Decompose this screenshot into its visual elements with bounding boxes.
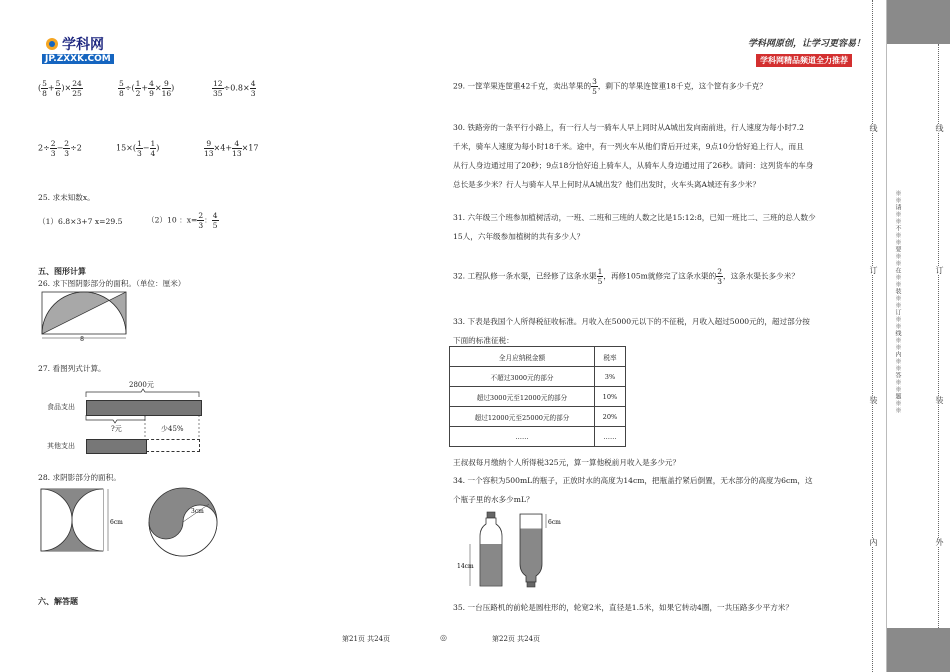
table-cell: …… [450,427,595,447]
q27-total-label: 2800元 [129,381,154,389]
calc-2: $\frac{5}{8}$ ÷( $\frac{1}{2}$ + $\frac{4}{9}$ × $\frac{9}{16}$ ) [119,79,175,98]
svg-text:6cm: 6cm [548,519,561,526]
svg-text:3cm: 3cm [191,508,204,515]
binding-label-outer-1: 线 [935,124,944,133]
section-5-title: 五、图形计算 [38,267,86,276]
logo-url: JP.ZXXK.COM [42,54,114,64]
q30-line-2: 千米，骑车人速度为每小时18千米。途中，有一列火车从他们背后开过来，9点10分恰好追上行人，而且 [453,142,804,151]
q26-title: 26. 求下图阴影部分的面积。（单位：厘米） [38,279,186,288]
table-cell: 3% [595,367,626,387]
q31-line-1: 31. 六年级三个班参加植树活动，一班、二班和三班的人数之比是15:12:8，已知一班比二、三班的总人数少 [453,213,816,222]
table-row [450,427,626,447]
logo-name: 学科网 [62,37,104,53]
logo [40,34,120,68]
q27-less-label: 少45% [161,425,184,433]
q31 [453,208,853,246]
binding-label-inner-4: 内 [869,538,878,547]
q29: 29. 一筐苹果连筐重42千克，卖出苹果的 $\frac{3}{5}$ ，剩下的苹果连筐重18千克，这个筐有多少千克？ [453,77,767,96]
calc-3: $\frac{12}{35}$ ÷0.8× $\frac{4}{3}$ [213,79,256,98]
table-cell: 超过12000元至25000元的部分 [450,407,595,427]
tax-table [449,346,626,447]
table-row [450,387,626,407]
logo-icon [44,36,60,52]
binding-label-outer-2: 订 [935,266,944,275]
table-cell: 20% [595,407,626,427]
binding-notice: ※※请※※不※※要※※在※※装※※订※※线※※内※※答※※题※※ [894,190,901,414]
q30 [453,118,853,194]
footer-right-page: 第22页 共24页 [492,635,541,643]
footer-left-page: 第21页 共24页 [342,635,391,643]
q27-unknown-label: ?元 [111,425,122,433]
svg-text:14cm: 14cm [457,563,474,570]
table-cell: 不超过3000元的部分 [450,367,595,387]
sidebar-top-gray [886,0,950,44]
sidebar-bottom-gray [886,628,950,672]
binding-label-inner-2: 订 [869,266,878,275]
table-row [450,367,626,387]
sidebar-divider [886,0,887,672]
table-header: 全月应纳税金额 [450,347,595,367]
slogan: 学科网原创，让学习更容易！ [748,39,866,49]
table-cell: 10% [595,387,626,407]
binding-line-inner [872,0,874,672]
q27-other-bar [86,439,147,454]
calc-4: 2÷ $\frac{2}{3}$ − $\frac{2}{3}$ ÷2 [38,139,82,158]
q34-bottles [456,510,576,588]
q33-tail: 王叔叔每月缴纳个人所得税325元，算一算他税前月收入是多少元？ [453,458,681,467]
table-header: 税率 [595,347,626,367]
q33 [453,312,853,350]
q28-figure-circle [147,486,219,558]
section-6-title: 六、解答题 [38,597,78,606]
q27-other-label: 其他支出 [47,442,75,450]
svg-text:8: 8 [80,336,84,342]
calc-5: 15×( $\frac{1}{3}$ − $\frac{1}{4}$ ) [116,139,160,158]
q35: 35. 一台压路机的前轮是圆柱形的，轮宽2米，直径是1.5米，如果它转动4圈，一共压路多少平方米？ [453,603,793,612]
table-row [450,347,626,367]
calc-1: ( $\frac{5}{8}$ + $\frac{5}{6}$ )× $\frac{24}{25}$ [38,79,82,98]
binding-label-outer-4: 外 [935,538,944,547]
q28-title: 28. 求阴影部分的面积。 [38,473,121,482]
q27-other-bar-remainder [146,439,200,452]
binding-label-inner-1: 线 [869,124,878,133]
q33-line-1: 33. 下表是我国个人所得税征收标准。月收入在5000元以下的不征税，月收入超过5000元的，超过部分按 [453,317,810,326]
table-row [450,407,626,427]
q34-line-2: 个瓶子里的水多少mL？ [453,495,534,504]
q25-title: 25. 求未知数x。 [38,193,95,202]
q25-part1: （1）6.8×3+7 x=29.5 [38,217,123,226]
binding-label-outer-3: 装 [935,396,944,405]
table-cell: …… [595,427,626,447]
footer-center-mark: ◎ [440,633,447,642]
q27-food-label: 食品支出 [47,403,75,411]
q30-line-3: 从行人身边通过用了20秒；9点18分恰好追上骑车人，从骑车人身边通过用了26秒。请问：这列货车的车身 [453,161,814,170]
svg-text:6cm: 6cm [110,519,123,526]
q32: 32. 工程队修一条水渠，已经修了这条水渠 $\frac{1}{5}$ ，再修105m就修完了这条水渠的 $\frac{2}{3}$ ，这条水渠长多少米？ [453,267,799,286]
calc-6: $\frac{9}{13}$ ×4+ $\frac{4}{13}$ ×17 [204,139,259,158]
binding-label-inner-3: 装 [869,396,878,405]
q25-part2: （2）10 ：x= $\frac{2}{3}$ ： $\frac{4}{5}$ [147,211,218,230]
q34 [453,471,853,509]
table-cell: 超过3000元至12000元的部分 [450,387,595,407]
q33-line-2: 下面的标准征税： [453,336,514,345]
q26-figure [40,290,130,342]
q34-line-1: 34. 一个容积为500mL的瓶子，正放时水的高度为14cm，把瓶盖拧紧后倒置，无水部分的高度为6cm，这 [453,476,813,485]
q30-line-1: 30. 铁路旁的一条平行小路上，有一行人与一骑车人早上同时从A城出发向南前进，行人速度为每小时7.2 [453,123,804,132]
q27-total-bracket [85,388,201,398]
banner: 学科网精品频道全力推荐 [756,54,852,67]
q30-line-4: 总长是多少米？行人与骑车人早上何时从A城出发？他们出发时，火车头离A城还有多少米？ [453,180,761,189]
q27-title: 27. 看图列式计算。 [38,364,106,373]
q31-line-2: 15人，六年级参加植树的共有多少人？ [453,232,585,241]
q28-figure-square [40,488,130,554]
